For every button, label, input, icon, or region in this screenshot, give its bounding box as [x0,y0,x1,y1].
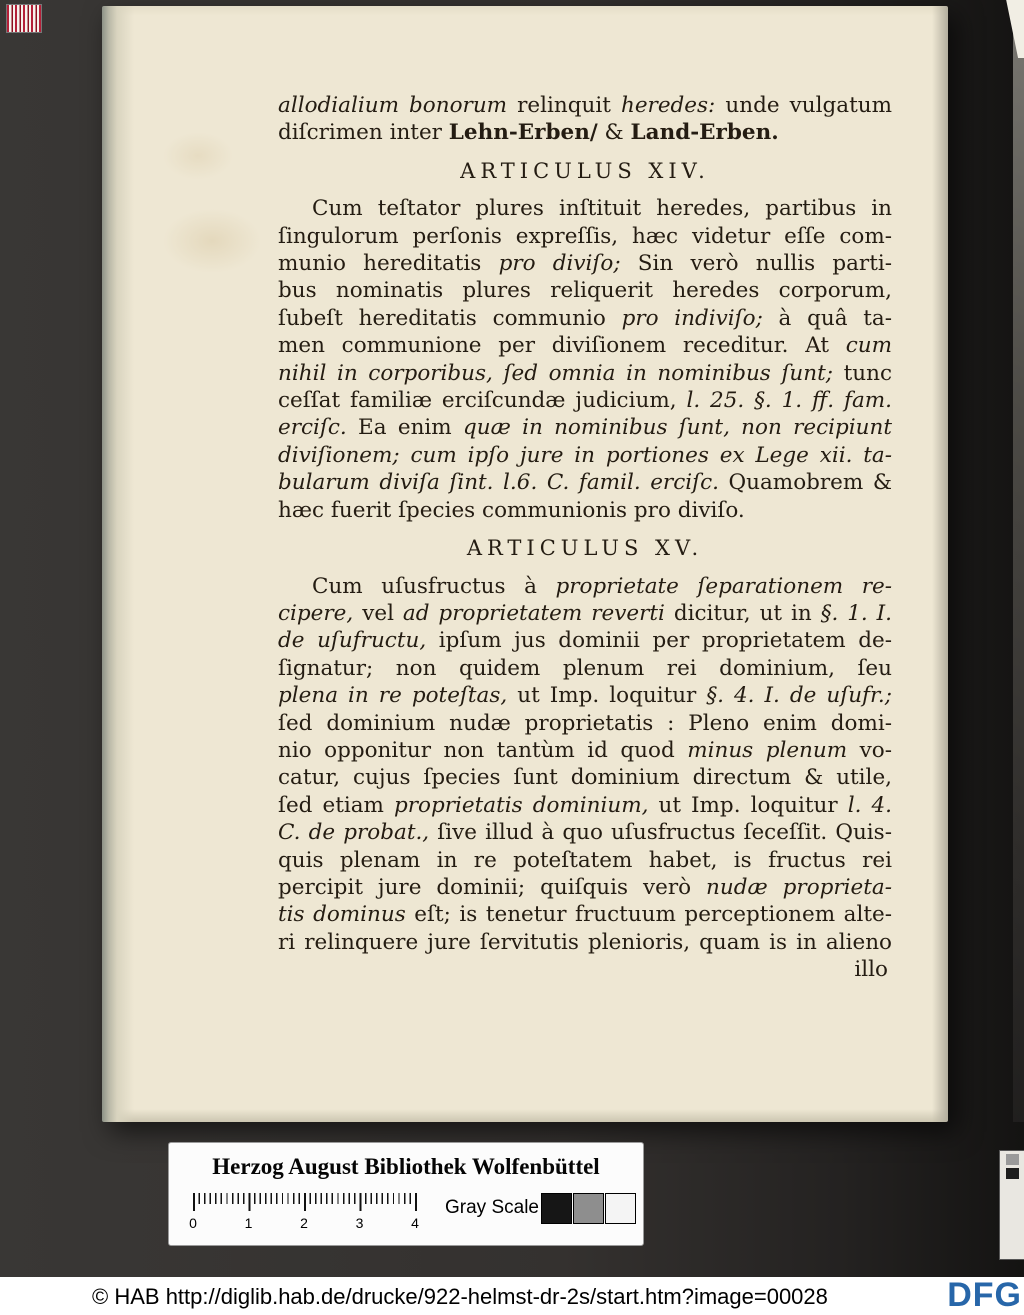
text-segment: unde vulgatum [715,93,892,118]
text-segment: Cum teſtator plures inſtituit heredes, partibus in [312,196,892,222]
text-segment: ſingulorum perſonis expreſſis, hæc videtur eſſe com- [278,223,892,249]
text-segment: allodialium bonorum [278,93,508,118]
ruler-number: 3 [355,1215,364,1231]
text-block [278,92,892,984]
catchword: illo [854,957,888,983]
dfg-logo: DFG [947,1276,1022,1314]
text-line [278,332,892,359]
text-segment: cum [845,333,892,359]
footer-bar [0,1277,1024,1315]
page-scan [102,6,948,1122]
gray-scale-swatch [605,1193,636,1224]
text-segment: diſcrimen inter [278,120,449,146]
text-segment: vo- [847,737,892,763]
text-segment: ſubeſt hereditatis communio [278,305,622,331]
text-line [278,764,892,791]
card-row [187,1191,633,1239]
text-line [278,847,892,874]
text-segment: men communione per diviſionem receditur. At [278,333,846,359]
text-segment: catur, cujus ſpecies ſunt dominium directum & utile, [278,765,892,791]
footer-text [92,1284,828,1310]
text-segment: heredes: [620,93,716,118]
ruler-number: 2 [300,1215,308,1231]
text-segment: à quâ ta- [762,305,892,331]
text-line [278,250,892,277]
ruler [193,1193,417,1213]
text-segment: munio hereditatis [278,251,499,277]
text-segment: plena in re poteſtas, [278,683,508,709]
ruler-numbers [189,1215,419,1231]
article-heading: ARTICULUS XV. [466,536,704,561]
text-segment: ſed dominium nudæ proprietatis : Pleno enim domi- [278,710,892,736]
text-segment: minus plenum [687,737,848,763]
text-segment: Lehn-Erben/ [448,120,598,146]
article-heading: ARTICULUS XIV. [460,158,710,183]
adjacent-page-edge [1013,0,1024,1122]
text-line [278,874,892,901]
text-segment: quæ in nominibus ſunt, non recipiunt [462,415,892,441]
ruler-major-ticks [193,1193,417,1211]
text-segment: cipere, [278,600,354,626]
text-segment: C. de probat., [278,820,430,846]
text-segment: relinquit [507,93,621,118]
text-line [278,737,892,764]
text-segment: tis dominus [278,902,406,928]
gray-scale-swatches [541,1193,637,1224]
ruler-number: 0 [189,1215,197,1231]
text-segment: vel [353,600,403,626]
gray-scale-swatch [541,1193,572,1224]
text-segment: bularum diviſa ſint. l.6. C. famil. erciſc. [278,470,719,496]
text-segment: ut Imp. loquitur [507,683,707,709]
text-line [278,497,892,524]
text-segment: ſed etiam [278,792,394,818]
text-segment: diviſionem; cum ipſo jure in portiones ex Lege xii. ta- [278,442,892,468]
text-segment: ut Imp. loquitur [648,792,848,818]
text-segment: §. 4. I. de uſufr.; [706,683,892,709]
card-title: Herzog August Bibliothek Wolfenbüttel [212,1154,600,1179]
text-segment: Ea enim [346,415,463,441]
text-segment: §. 1. I. [820,600,893,626]
text-segment: Sin verò nullis parti- [620,251,892,277]
text-segment: ſignatur; non quidem plenum rei dominium, ſeu [278,655,892,681]
color-calibration-strip-top [6,4,42,33]
text-segment: pro indiviſo; [621,305,763,331]
text-line [278,792,892,819]
text-segment: nihil in corporibus, ſed omnia in nominibus ſunt; [278,360,833,386]
text-line [278,819,892,846]
text-segment: & [597,120,631,146]
text-line [278,655,892,682]
gray-scale-swatch [573,1193,604,1224]
text-line [278,901,892,928]
text-segment: percipit jure dominii; quiſquis verò [278,874,707,900]
text-segment: tunc [833,360,892,386]
text-segment: de uſufructu, [278,628,427,654]
ruler-number: 4 [411,1215,419,1231]
text-segment: ceſſat familiæ erciſcundæ judicium, [278,388,687,414]
text-line [278,600,892,627]
text-segment: l. 4. [847,792,892,818]
text-line [278,627,892,654]
text-line [278,682,892,709]
text-segment: l. 25. §. 1. ff. fam. [686,388,892,414]
text-line [278,119,892,146]
text-segment: hæc fuerit ſpecies communionis pro diviſo. [278,497,745,523]
text-segment: bus nominatis plures reliquerit heredes corporum, [278,278,892,304]
text-line [278,277,892,304]
text-segment: pro diviſo; [498,251,621,277]
adjacent-page-corner [997,0,1024,58]
text-line [278,387,892,414]
text-segment: proprietatis dominium, [394,792,649,818]
gray-scale-label: Gray Scale [445,1197,539,1218]
sliver-gray-square [1006,1154,1019,1165]
text-line [278,195,892,222]
text-segment: ri relinquere jure ſervitutis plenioris, quam is in alieno [278,929,892,955]
text-line [278,414,892,441]
text-segment: Cum uſusfructus à [312,573,556,599]
text-segment: quis plenam in re poteſtatem habet, is fructus rei [278,847,892,873]
text-line [278,469,892,496]
text-segment: ad proprietatem reverti [402,600,665,626]
sliver-black-square [1006,1168,1019,1179]
text-segment: erciſc. [278,415,347,441]
text-segment: ipſum jus dominii per proprietatem de- [426,628,892,654]
calibration-card [168,1142,644,1246]
text-segment: proprietate ſeparationem re- [555,573,892,599]
text-line [278,442,892,469]
text-line [278,710,892,737]
text-segment: nudæ proprieta- [706,874,892,900]
text-segment: Quamobrem & [718,470,892,496]
ruler-number: 1 [244,1215,253,1231]
text-segment: dicitur, ut in [664,600,821,626]
scan-url: http://diglib.hab.de/drucke/922-helmst-dr-2s/start.htm?image=00028 [165,1284,828,1309]
text-line [278,360,892,387]
adjacent-scan-sliver [999,1150,1024,1260]
text-segment: eſt; is tenetur fructuum perceptionem alte- [405,902,892,928]
copyright-text: © HAB [92,1284,160,1309]
text-line [278,223,892,250]
text-line [278,305,892,332]
text-segment: Land-Erben. [630,120,779,146]
text-line [278,92,892,119]
text-segment: ſive illud à quo uſusfructus ſeceſſit. Quis- [429,820,892,846]
text-line [278,573,892,600]
text-line [278,929,892,956]
text-segment: nio opponitur non tantùm id quod [278,737,688,763]
